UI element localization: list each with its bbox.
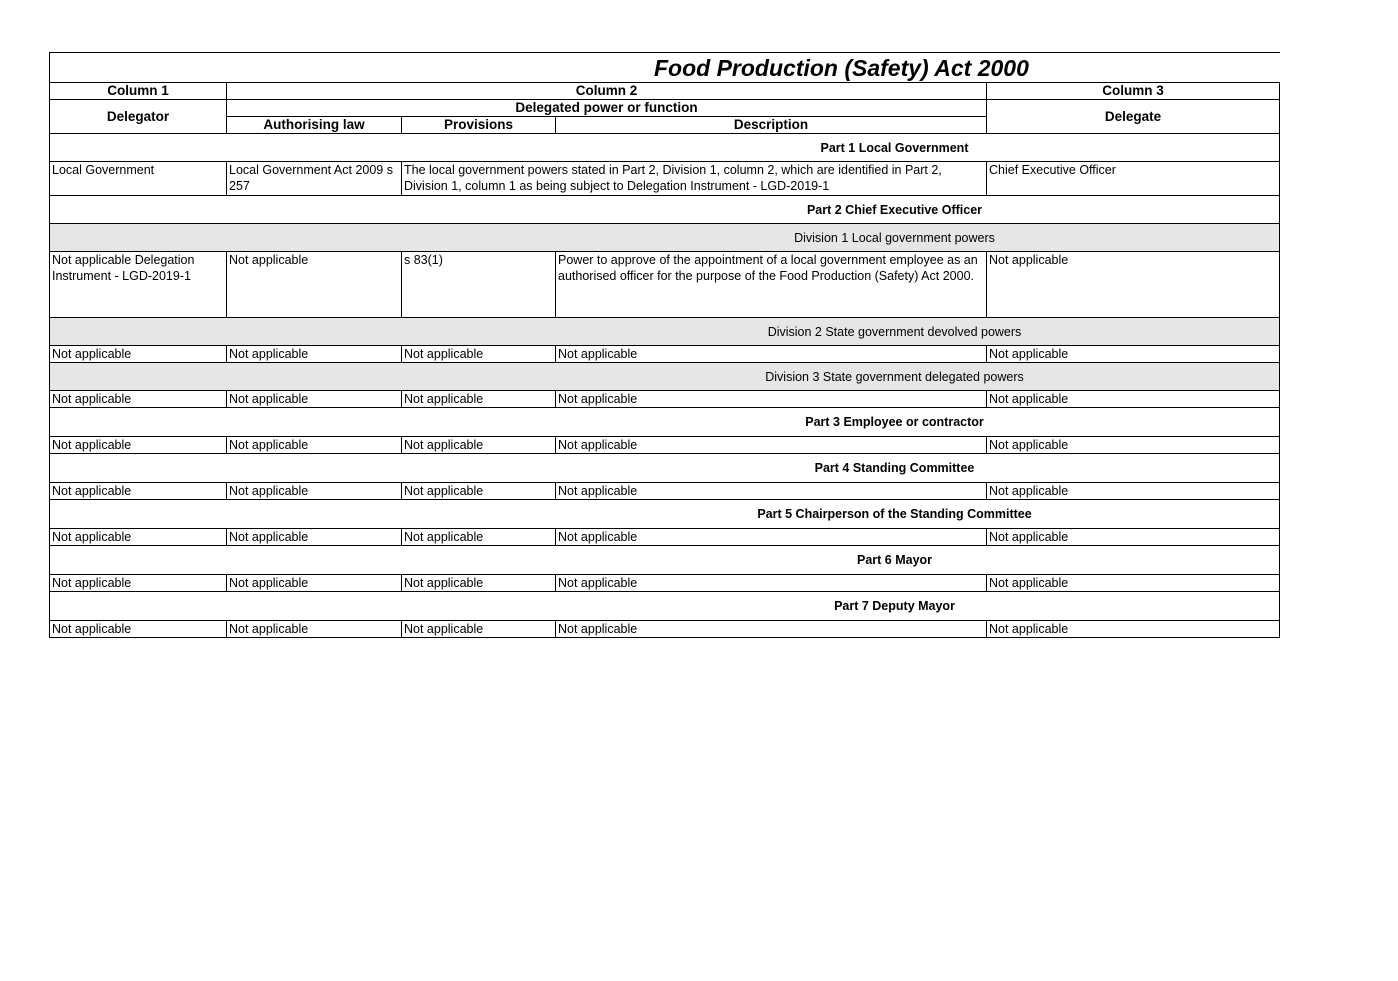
delegate-cell: Not applicable xyxy=(987,529,1280,546)
provisions-cell: Not applicable xyxy=(402,621,556,638)
table-row xyxy=(50,346,1280,363)
description-cell: Not applicable xyxy=(556,621,987,638)
division-1-heading-text: Division 1 Local government powers xyxy=(794,230,995,245)
description-cell: Not applicable xyxy=(556,575,987,592)
delegator-cell: Not applicable xyxy=(50,621,227,638)
delegate-cell: Not applicable xyxy=(987,346,1280,363)
division-heading-row xyxy=(50,363,1280,391)
provisions-cell: Not applicable xyxy=(402,391,556,408)
delegator-cell: Not applicable xyxy=(50,483,227,500)
part-2-heading xyxy=(50,196,1280,224)
part-heading-row xyxy=(50,454,1280,483)
part-3-heading xyxy=(50,408,1280,437)
header-row-2 xyxy=(50,100,1280,117)
provisions-cell: s 83(1) xyxy=(402,252,556,318)
part-4-heading-text: Part 4 Standing Committee xyxy=(814,461,975,475)
document-title: Food Production (Safety) Act 2000 xyxy=(654,55,1029,81)
delegator-header: Delegator xyxy=(50,100,227,134)
column-2-header: Column 2 xyxy=(227,83,987,100)
delegate-cell: Not applicable xyxy=(987,621,1280,638)
delegator-cell: Not applicable xyxy=(50,575,227,592)
part-6-heading-text: Part 6 Mayor xyxy=(856,553,933,567)
delegate-cell: Not applicable xyxy=(987,391,1280,408)
provisions-cell: Not applicable xyxy=(402,346,556,363)
table-row xyxy=(50,483,1280,500)
part-1-heading-text: Part 1 Local Government xyxy=(820,140,969,155)
part-2-heading-text: Part 2 Chief Executive Officer xyxy=(806,202,983,217)
delegation-register-table xyxy=(49,52,1280,638)
part-4-heading xyxy=(50,454,1280,483)
provisions-cell: Not applicable xyxy=(402,529,556,546)
delegate-header: Delegate xyxy=(987,100,1280,134)
description-cell: Not applicable xyxy=(556,346,987,363)
delegate-cell: Not applicable xyxy=(987,437,1280,454)
authorising-law-cell: Not applicable xyxy=(227,621,402,638)
table-row xyxy=(50,621,1280,638)
division-1-heading xyxy=(50,224,1280,252)
column-1-header: Column 1 xyxy=(50,83,227,100)
description-cell: Power to approve of the appointment of a local government employee as an authorised officer for the purpose of the Food Production (Safety) Act 2000. xyxy=(556,252,987,318)
authorising-law-cell: Not applicable xyxy=(227,529,402,546)
part-1-heading xyxy=(50,134,1280,162)
provisions-header: Provisions xyxy=(402,117,556,134)
authorising-law-cell: Not applicable xyxy=(227,346,402,363)
division-2-heading-text: Division 2 State government devolved powers xyxy=(767,324,1022,339)
table-row xyxy=(50,437,1280,454)
delegated-power-header: Delegated power or function xyxy=(227,100,987,117)
delegator-cell: Not applicable xyxy=(50,391,227,408)
division-3-heading xyxy=(50,363,1280,391)
authorising-law-cell: Local Government Act 2009 s 257 xyxy=(227,162,402,196)
description-header: Description xyxy=(556,117,987,134)
part-heading-row xyxy=(50,500,1280,529)
part-5-heading-text: Part 5 Chairperson of the Standing Committee xyxy=(757,507,1032,521)
authorising-law-cell: Not applicable xyxy=(227,575,402,592)
division-3-heading-text: Division 3 State government delegated powers xyxy=(765,369,1024,384)
authorising-law-cell: Not applicable xyxy=(227,252,402,318)
authorising-law-cell: Not applicable xyxy=(227,391,402,408)
column-number-row xyxy=(50,83,1280,100)
description-cell: The local government powers stated in Part 2, Division 1, column 2, which are identified in Part 2, Division 1, column 1 as being subject to Delegation Instrument - LGD-2019-1 xyxy=(402,162,987,196)
provisions-cell: Not applicable xyxy=(402,575,556,592)
description-cell: Not applicable xyxy=(556,437,987,454)
part-7-heading xyxy=(50,592,1280,621)
delegate-cell: Not applicable xyxy=(987,483,1280,500)
title-cell xyxy=(50,53,1280,83)
division-heading-row xyxy=(50,318,1280,346)
division-2-heading xyxy=(50,318,1280,346)
part-6-heading xyxy=(50,546,1280,575)
division-heading-row xyxy=(50,224,1280,252)
part-heading-row xyxy=(50,592,1280,621)
table-row xyxy=(50,391,1280,408)
description-cell: Not applicable xyxy=(556,391,987,408)
description-cell: Not applicable xyxy=(556,529,987,546)
authorising-law-header: Authorising law xyxy=(227,117,402,134)
part-3-heading-text: Part 3 Employee or contractor xyxy=(805,415,984,429)
delegate-cell: Not applicable xyxy=(987,575,1280,592)
table-row xyxy=(50,575,1280,592)
part-7-heading-text: Part 7 Deputy Mayor xyxy=(834,599,955,613)
authorising-law-cell: Not applicable xyxy=(227,437,402,454)
authorising-law-cell: Not applicable xyxy=(227,483,402,500)
provisions-cell: Not applicable xyxy=(402,437,556,454)
delegator-cell: Not applicable xyxy=(50,346,227,363)
table-row xyxy=(50,252,1280,318)
part-heading-row xyxy=(50,408,1280,437)
part-heading-row xyxy=(50,134,1280,162)
provisions-cell: Not applicable xyxy=(402,483,556,500)
table-row xyxy=(50,162,1280,196)
delegate-cell: Chief Executive Officer xyxy=(987,162,1280,196)
title-row xyxy=(50,53,1280,83)
part-5-heading xyxy=(50,500,1280,529)
delegate-cell: Not applicable xyxy=(987,252,1280,318)
part-heading-row xyxy=(50,196,1280,224)
table-row xyxy=(50,529,1280,546)
delegator-cell: Not applicable xyxy=(50,529,227,546)
delegator-cell: Not applicable xyxy=(50,437,227,454)
column-3-header: Column 3 xyxy=(987,83,1280,100)
delegator-cell: Local Government xyxy=(50,162,227,196)
delegator-cell: Not applicable Delegation Instrument - LGD-2019-1 xyxy=(50,252,227,318)
part-heading-row xyxy=(50,546,1280,575)
description-cell: Not applicable xyxy=(556,483,987,500)
